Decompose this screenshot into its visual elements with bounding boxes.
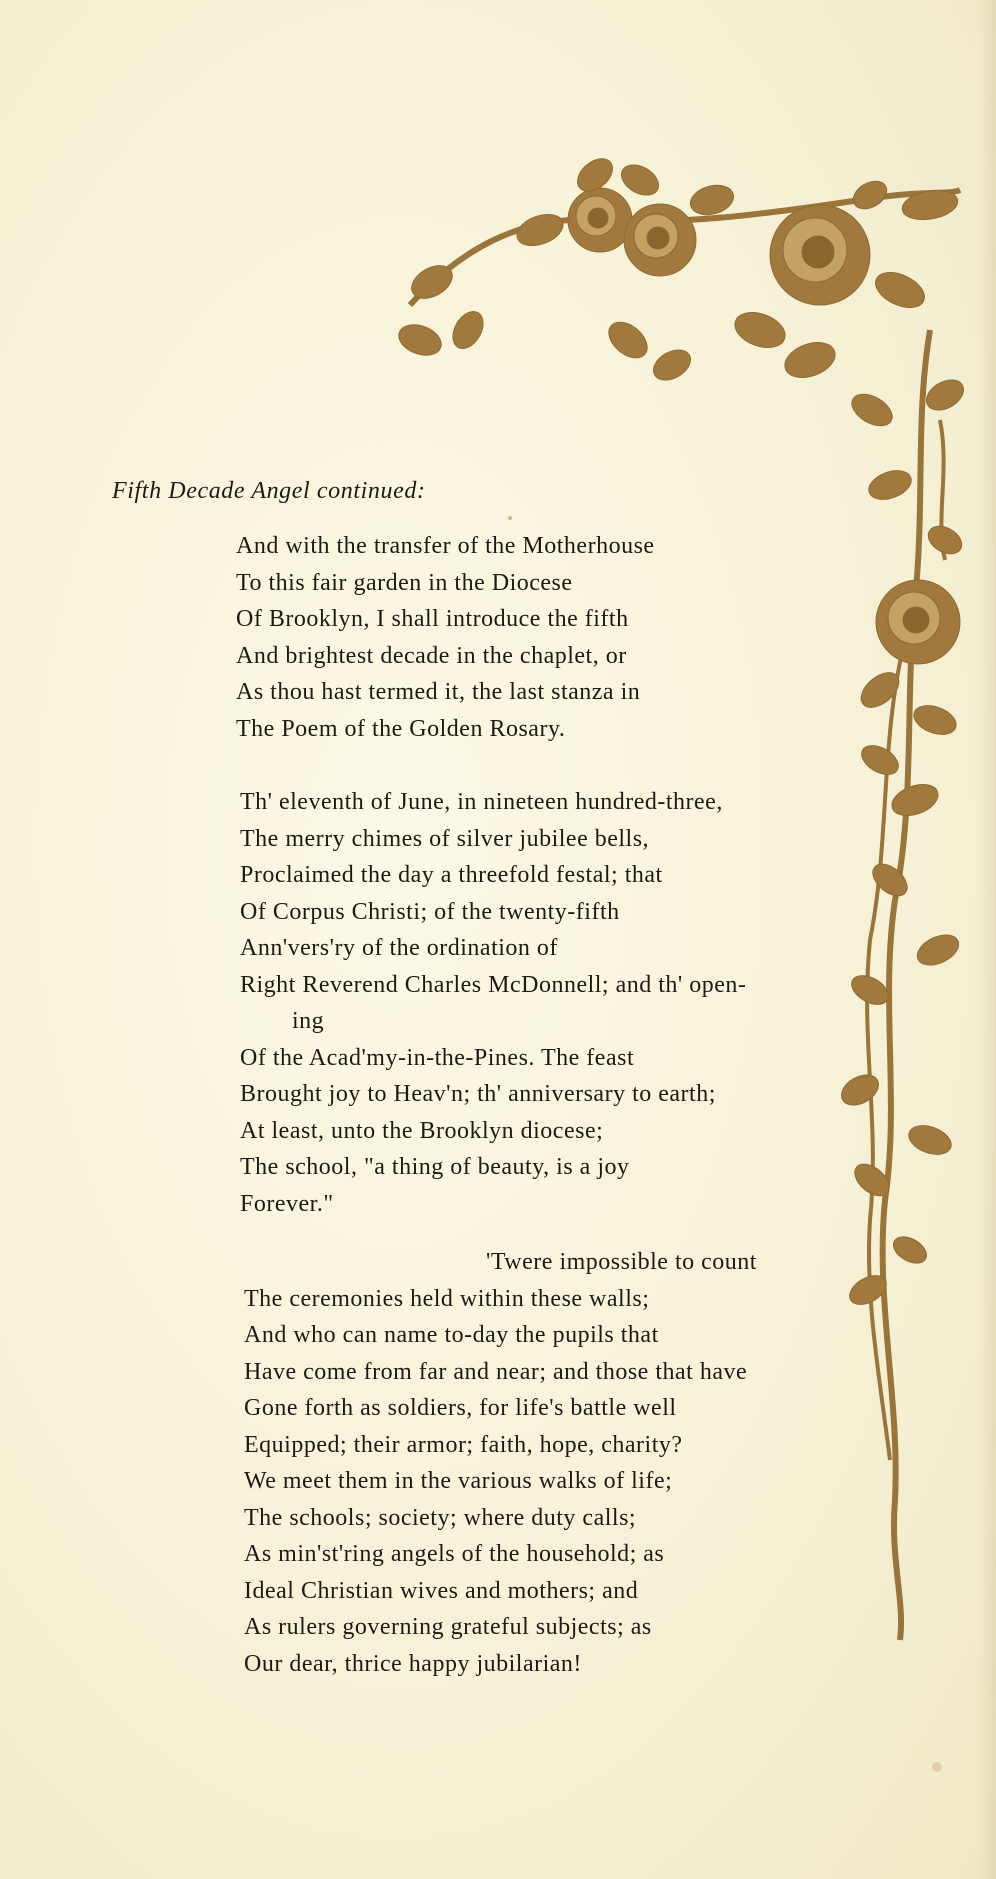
poem-line: Brought joy to Heav'n; th' anniversary to earth; xyxy=(240,1081,716,1107)
poem-line: Of Brooklyn, I shall introduce the fifth xyxy=(236,606,629,632)
section-heading: Fifth Decade Angel continued: xyxy=(112,478,426,504)
poem-line: We meet them in the various walks of life; xyxy=(244,1468,673,1494)
poem-line: Th' eleventh of June, in nineteen hundred-three, xyxy=(240,789,723,815)
stanza-3 xyxy=(244,1244,757,1682)
stanza-1 xyxy=(236,528,655,747)
poem-line: The Poem of the Golden Rosary. xyxy=(236,715,566,742)
poem-line: As rulers governing grateful subjects; as xyxy=(244,1614,652,1640)
poem-line: The school, "a thing of beauty, is a joy xyxy=(240,1154,630,1180)
poem-line: Our dear, thrice happy jubilarian! xyxy=(244,1650,582,1677)
poem-line: To this fair garden in the Diocese xyxy=(236,569,573,596)
poem-line: The ceremonies held within these walls; xyxy=(244,1285,650,1312)
poem-line: Of the Acad'my-in-the-Pines. The feast xyxy=(240,1044,635,1071)
poem-line-indented: 'Twere impossible to count xyxy=(486,1249,757,1275)
poem-line: Ann'vers'ry of the ordination of xyxy=(240,935,558,961)
poem-line: Ideal Christian wives and mothers; and xyxy=(244,1577,639,1604)
stanza-2 xyxy=(240,784,746,1222)
poem-line: The schools; society; where duty calls; xyxy=(244,1504,637,1531)
poem-line: As thou hast termed it, the last stanza in xyxy=(236,679,641,705)
poem-line: Have come from far and near; and those that have xyxy=(244,1358,748,1385)
poem-line: At least, unto the Brooklyn diocese; xyxy=(240,1117,604,1144)
poem-line: Equipped; their armor; faith, hope, charity? xyxy=(244,1431,683,1458)
poem-line: And brightest decade in the chaplet, or xyxy=(236,642,627,669)
poem-line: And with the transfer of the Motherhouse xyxy=(236,533,655,559)
poem-line: And who can name to-day the pupils that xyxy=(244,1322,659,1348)
poem-line: The merry chimes of silver jubilee bells, xyxy=(240,825,650,852)
poem-line: Right Reverend Charles McDonnell; and th' open- xyxy=(240,971,747,998)
poem-line: As min'st'ring angels of the household; as xyxy=(244,1541,665,1567)
paper-speck xyxy=(932,1762,942,1772)
paper-speck xyxy=(508,516,512,520)
poem-line: Of Corpus Christi; of the twenty-fifth xyxy=(240,898,620,925)
poem-line: Gone forth as soldiers, for life's battle well xyxy=(244,1395,677,1421)
page-edge xyxy=(978,0,996,1879)
poem-line: Forever." xyxy=(240,1190,334,1217)
poem-line: Proclaimed the day a threefold festal; that xyxy=(240,862,663,888)
poem-line-continuation: ing xyxy=(292,1008,325,1034)
